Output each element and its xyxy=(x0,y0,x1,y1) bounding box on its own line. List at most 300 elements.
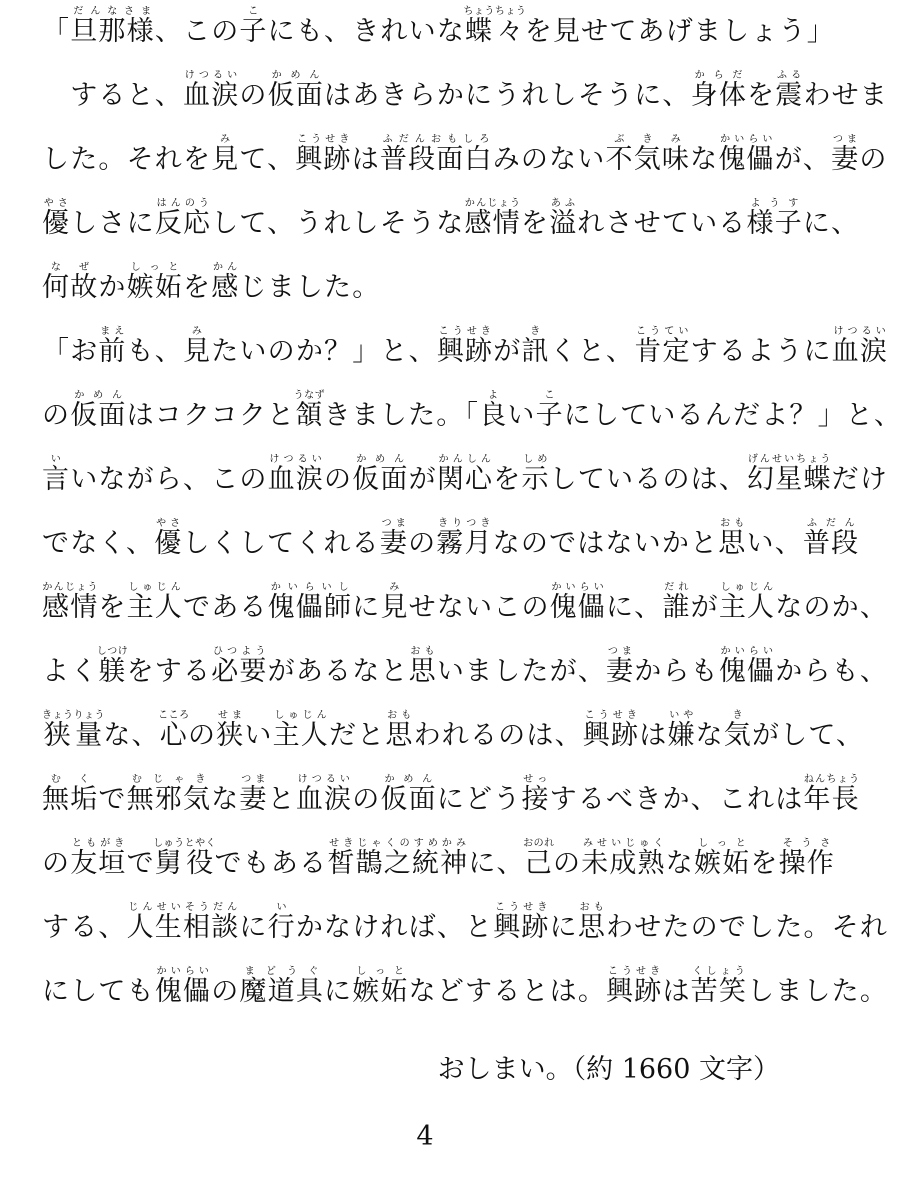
text-segment: かなければ、と xyxy=(295,912,494,943)
ruby-base: 操作 xyxy=(778,848,835,879)
ruby-base: 年長 xyxy=(803,784,860,815)
text-line xyxy=(42,320,889,384)
furigana-word xyxy=(293,390,326,431)
furigana-word xyxy=(831,134,860,175)
ruby-base: 皙鵲之統神 xyxy=(327,848,469,879)
furigana-word xyxy=(352,454,409,495)
ruby-reading: おも xyxy=(577,902,607,913)
ruby-reading: かいらい xyxy=(154,966,212,977)
ruby-reading: こ xyxy=(239,6,268,17)
text-segment: を xyxy=(747,80,776,111)
ruby-base: 示 xyxy=(521,464,550,495)
ruby-base: 人生相談 xyxy=(126,912,240,943)
text-segment: などするとは。 xyxy=(408,976,607,1007)
text-segment: みのない xyxy=(492,144,606,175)
ruby-base: 無邪気 xyxy=(126,784,212,815)
text-segment: でなく、 xyxy=(42,528,155,559)
furigana-word xyxy=(154,966,212,1007)
furigana-word xyxy=(352,966,409,1007)
ruby-reading: き xyxy=(521,326,550,337)
ruby-base: 蝶々 xyxy=(463,16,527,47)
text-segment: するように xyxy=(690,336,832,367)
ruby-reading: ふだん xyxy=(802,518,860,529)
text-segment: が、 xyxy=(774,144,832,175)
ruby-base: 子 xyxy=(535,400,564,431)
furigana-word xyxy=(267,70,325,111)
ruby-base: 妻 xyxy=(379,528,409,559)
furigana-word xyxy=(295,774,353,815)
ruby-base: 狭 xyxy=(216,720,245,751)
furigana-word xyxy=(211,646,268,687)
ruby-reading: つま xyxy=(379,518,409,529)
text-segment: を xyxy=(98,592,127,623)
ruby-reading: きりつき xyxy=(436,518,493,529)
text-segment: に xyxy=(324,976,353,1007)
text-line xyxy=(42,640,889,704)
text-segment: の xyxy=(324,464,353,495)
ruby-reading: しゅじん xyxy=(718,582,776,593)
text-segment: われるのは、 xyxy=(413,720,583,751)
furigana-word xyxy=(747,454,832,495)
furigana-word xyxy=(42,582,99,623)
ruby-reading: かんじょう xyxy=(42,582,99,593)
text-segment: い、 xyxy=(746,528,803,559)
ruby-base: 何故 xyxy=(42,272,99,303)
ruby-base: 肯定 xyxy=(634,336,691,367)
story-text xyxy=(42,0,902,1024)
text-segment: は xyxy=(351,144,380,175)
text-segment: い xyxy=(507,400,536,431)
ruby-reading: い xyxy=(267,902,296,913)
furigana-word xyxy=(523,838,555,879)
ruby-reading: だれ xyxy=(662,582,691,593)
furigana-word xyxy=(521,774,550,815)
text-segment: たいのか？」と、 xyxy=(211,336,437,367)
text-segment: しさに xyxy=(70,208,155,239)
text-segment: にどう xyxy=(436,784,522,815)
ruby-reading: み xyxy=(183,326,212,337)
ruby-reading: かんしん xyxy=(436,454,494,465)
furigana-word xyxy=(493,902,550,943)
furigana-word xyxy=(803,774,860,815)
furigana-word xyxy=(379,134,493,175)
ruby-base: 主人 xyxy=(272,720,329,751)
ruby-base: 仮面 xyxy=(267,80,325,111)
ruby-base: 溢 xyxy=(549,208,578,239)
text-segment: に xyxy=(239,912,268,943)
ruby-reading: かめん xyxy=(267,70,324,81)
furigana-word xyxy=(436,454,494,495)
ruby-reading: おも xyxy=(408,646,437,657)
ruby-reading: けつるい xyxy=(183,70,240,81)
ruby-reading: げんせいちょう xyxy=(747,454,832,465)
ruby-base: 苦笑 xyxy=(690,976,748,1007)
ruby-base: 仮面 xyxy=(380,784,437,815)
ruby-base: 訊 xyxy=(521,336,550,367)
ruby-base: 魔道具 xyxy=(239,976,325,1007)
ruby-reading: かめん xyxy=(380,774,437,785)
ruby-reading: かいらいし xyxy=(267,582,353,593)
text-segment: に xyxy=(549,912,578,943)
text-segment: な xyxy=(690,144,719,175)
text-segment: で xyxy=(98,784,127,815)
ruby-reading: しゅうとやく xyxy=(153,838,217,849)
furigana-word xyxy=(42,774,99,815)
ruby-reading: じんせいそうだん xyxy=(126,902,240,913)
ruby-base: 嫉妬 xyxy=(352,976,409,1007)
furigana-word xyxy=(70,838,127,879)
ruby-base: 主人 xyxy=(718,592,776,623)
text-line xyxy=(42,0,835,64)
furigana-word xyxy=(379,518,409,559)
ruby-base: 妻 xyxy=(831,144,860,175)
furigana-word xyxy=(239,774,268,815)
ruby-reading: こころ xyxy=(158,710,190,721)
text-segment: を見せてあげましょう」 xyxy=(524,16,835,47)
text-segment: に、 xyxy=(468,848,525,879)
ruby-reading: けつるい xyxy=(831,326,889,337)
text-segment: で xyxy=(126,848,155,879)
ruby-base: 無垢 xyxy=(42,784,99,815)
text-segment: くと、 xyxy=(549,336,635,367)
text-segment: の xyxy=(239,80,268,111)
furigana-word xyxy=(778,838,835,879)
text-line xyxy=(42,256,822,320)
text-segment: した。それを xyxy=(42,144,212,175)
text-segment: い xyxy=(244,720,273,751)
ruby-base: 傀儡 xyxy=(718,656,776,687)
furigana-word xyxy=(718,646,776,687)
text-segment: な xyxy=(665,848,694,879)
ruby-reading: ひつよう xyxy=(211,646,268,657)
furigana-word xyxy=(582,710,640,751)
ruby-base: 頷 xyxy=(293,400,326,431)
text-segment: な xyxy=(695,720,724,751)
ruby-reading: せま xyxy=(216,710,245,721)
text-segment: をする xyxy=(126,656,212,687)
ruby-base: 気 xyxy=(723,720,752,751)
text-segment: 「お xyxy=(42,336,99,367)
furigana-word xyxy=(98,326,127,367)
furigana-word xyxy=(549,198,578,239)
ruby-base: 優 xyxy=(42,208,71,239)
ruby-reading: ねんちょう xyxy=(803,774,860,785)
ruby-base: 幻星蝶 xyxy=(747,464,832,495)
furigana-word xyxy=(327,838,469,879)
text-segment: はコクコクと xyxy=(126,400,296,431)
ruby-reading: やさ xyxy=(154,518,183,529)
ruby-reading: かいらい xyxy=(549,582,607,593)
ruby-base: 旦那様 xyxy=(70,16,155,47)
text-line xyxy=(42,960,889,1024)
ruby-reading: い xyxy=(42,454,71,465)
text-segment: からも、 xyxy=(775,656,889,687)
text-line xyxy=(42,704,865,768)
ruby-reading: けつるい xyxy=(267,454,325,465)
ruby-base: 主人 xyxy=(126,592,184,623)
furigana-word xyxy=(126,902,240,943)
text-segment: 、この xyxy=(154,16,240,47)
ruby-base: 良 xyxy=(479,400,508,431)
furigana-word xyxy=(464,198,521,239)
ruby-base: 仮面 xyxy=(70,400,127,431)
ruby-reading: ともがき xyxy=(70,838,127,849)
ruby-reading: しっと xyxy=(693,838,751,849)
text-segment: に、 xyxy=(606,592,663,623)
text-line xyxy=(42,832,835,896)
ruby-base: 血涙 xyxy=(183,80,240,111)
text-segment: だと xyxy=(328,720,386,751)
furigana-word xyxy=(718,134,775,175)
ruby-reading: かめん xyxy=(70,390,127,401)
ruby-base: 未成熟 xyxy=(581,848,666,879)
text-segment: 「 xyxy=(42,16,71,47)
ruby-reading: ちょうちょう xyxy=(463,6,527,17)
ruby-base: 関心 xyxy=(436,464,494,495)
text-line xyxy=(42,64,889,128)
ruby-base: 言 xyxy=(42,464,71,495)
furigana-word xyxy=(385,710,414,751)
text-segment: を xyxy=(493,464,522,495)
ruby-reading: まえ xyxy=(98,326,127,337)
text-line xyxy=(42,384,902,448)
text-segment: しているのは、 xyxy=(549,464,748,495)
ruby-reading: なぜ xyxy=(42,262,99,273)
ruby-base: 前 xyxy=(98,336,127,367)
ruby-base: 舅役 xyxy=(153,848,217,879)
text-segment: の xyxy=(552,848,582,879)
text-segment: がして、 xyxy=(752,720,865,751)
text-segment: が xyxy=(408,464,437,495)
ruby-base: 血涙 xyxy=(295,784,353,815)
ruby-reading: おも xyxy=(385,710,414,721)
ruby-base: 見 xyxy=(380,592,409,623)
ruby-reading: こうてい xyxy=(634,326,691,337)
ruby-reading: はんのう xyxy=(154,198,212,209)
ruby-reading: せきじゃくのすめかみ xyxy=(327,838,469,849)
ruby-reading: かめん xyxy=(352,454,409,465)
text-segment: きました。「 xyxy=(323,400,480,431)
ruby-reading: かん xyxy=(211,262,240,273)
furigana-word xyxy=(408,646,437,687)
text-segment: の xyxy=(408,528,437,559)
ruby-base: 嫌 xyxy=(667,720,696,751)
ruby-base: 興跡 xyxy=(582,720,640,751)
text-segment: にしても xyxy=(42,976,155,1007)
furigana-word xyxy=(746,198,803,239)
text-segment: でもある xyxy=(214,848,328,879)
text-segment: に、 xyxy=(802,208,860,239)
text-line xyxy=(42,192,860,256)
ruby-base: 傀儡 xyxy=(154,976,212,1007)
ruby-base: 見 xyxy=(211,144,240,175)
ruby-reading: こうせき xyxy=(606,966,663,977)
ruby-base: 妻 xyxy=(606,656,635,687)
text-line xyxy=(42,128,888,192)
ruby-reading: こうせき xyxy=(436,326,494,337)
text-segment: はあきらかにうれしそうに、 xyxy=(324,80,691,111)
text-line xyxy=(42,448,889,512)
ruby-reading: くしょう xyxy=(690,966,748,977)
text-line xyxy=(42,896,889,960)
furigana-word xyxy=(436,326,494,367)
text-segment: は xyxy=(639,720,668,751)
ruby-reading: つま xyxy=(831,134,860,145)
text-segment: じました。 xyxy=(239,272,381,303)
furigana-word xyxy=(718,518,747,559)
ruby-base: 躾 xyxy=(96,656,129,687)
text-segment: れさせている xyxy=(577,208,747,239)
text-segment: を xyxy=(183,272,212,303)
ruby-reading: あふ xyxy=(549,198,578,209)
furigana-word xyxy=(183,70,240,111)
ruby-reading: からだ xyxy=(690,70,748,81)
text-segment: からも xyxy=(634,656,719,687)
text-segment: の xyxy=(859,144,888,175)
ruby-base: 行 xyxy=(267,912,296,943)
furigana-word xyxy=(521,454,550,495)
text-segment: が xyxy=(690,592,719,623)
furigana-word xyxy=(380,582,409,623)
furigana-word xyxy=(463,6,527,47)
ruby-reading: いや xyxy=(667,710,696,721)
text-segment: にも、きれいな xyxy=(267,16,466,47)
furigana-word xyxy=(831,326,889,367)
closing-note: おしまい。（約 1660 文字） xyxy=(437,1054,780,1085)
ruby-base: 思 xyxy=(408,656,437,687)
text-segment: する、 xyxy=(42,912,127,943)
ruby-reading: かいらい xyxy=(718,646,776,657)
furigana-word xyxy=(158,710,190,751)
ruby-base: 霧月 xyxy=(436,528,493,559)
furigana-word xyxy=(634,326,691,367)
ruby-reading: しっと xyxy=(352,966,409,977)
ruby-reading: きょうりょう xyxy=(42,710,105,721)
ruby-base: 必要 xyxy=(211,656,268,687)
ruby-base: 血涙 xyxy=(267,464,325,495)
ruby-reading: かんじょう xyxy=(464,198,521,209)
furigana-word xyxy=(295,134,352,175)
text-segment: いましたが、 xyxy=(436,656,607,687)
furigana-word xyxy=(70,390,127,431)
ruby-base: 興跡 xyxy=(606,976,663,1007)
ruby-reading: せっ xyxy=(521,774,550,785)
ruby-reading: けつるい xyxy=(295,774,353,785)
text-segment: の xyxy=(211,976,240,1007)
furigana-word xyxy=(606,646,635,687)
ruby-reading: やさ xyxy=(42,198,71,209)
ruby-base: 興跡 xyxy=(493,912,550,943)
text-segment: いながら、この xyxy=(70,464,268,495)
text-segment: すると、 xyxy=(42,80,183,111)
ruby-reading: こ xyxy=(535,390,564,401)
text-segment: を xyxy=(750,848,779,879)
ruby-base: 感情 xyxy=(464,208,521,239)
ruby-base: 優 xyxy=(154,528,183,559)
furigana-word xyxy=(549,582,607,623)
ruby-base: 思 xyxy=(577,912,607,943)
ruby-base: 普段面白 xyxy=(379,144,493,175)
ruby-base: 傀儡 xyxy=(549,592,607,623)
ruby-reading: おのれ xyxy=(523,838,555,849)
furigana-word xyxy=(42,454,71,495)
text-segment: の xyxy=(42,400,71,431)
text-line xyxy=(42,768,860,832)
text-segment: て、 xyxy=(239,144,296,175)
furigana-word xyxy=(605,134,691,175)
ruby-reading: しゅじん xyxy=(126,582,184,593)
text-segment: だけ xyxy=(831,464,889,495)
ruby-reading: しっと xyxy=(126,262,183,273)
text-line xyxy=(42,576,889,640)
ruby-base: 傀儡師 xyxy=(267,592,353,623)
ruby-base: 己 xyxy=(523,848,555,879)
ruby-reading: かいらい xyxy=(718,134,775,145)
ruby-base: 反応 xyxy=(154,208,212,239)
ruby-reading: まどうぐ xyxy=(239,966,325,977)
ruby-base: 嫉妬 xyxy=(126,272,184,303)
furigana-word xyxy=(211,262,240,303)
ruby-base: 身体 xyxy=(690,80,748,111)
furigana-word xyxy=(581,838,666,879)
furigana-word xyxy=(216,710,245,751)
ruby-reading: こうせき xyxy=(582,710,640,721)
ruby-base: 子 xyxy=(239,16,268,47)
ruby-reading: み xyxy=(380,582,409,593)
ruby-reading: むじゃき xyxy=(126,774,212,785)
ruby-base: 見 xyxy=(183,336,212,367)
ruby-reading: しつけ xyxy=(96,646,129,657)
ruby-reading: そうさ xyxy=(778,838,835,849)
ruby-reading: しめ xyxy=(521,454,550,465)
furigana-word xyxy=(577,902,607,943)
ruby-base: 興跡 xyxy=(295,144,352,175)
furigana-word xyxy=(521,326,550,367)
furigana-word xyxy=(267,582,353,623)
furigana-word xyxy=(690,966,748,1007)
text-segment: しくしてくれる xyxy=(182,528,380,559)
furigana-word xyxy=(70,6,155,47)
ruby-reading: き xyxy=(723,710,752,721)
text-segment: にしているんだよ？」と、 xyxy=(563,400,902,431)
furigana-word xyxy=(267,902,296,943)
furigana-word xyxy=(436,518,493,559)
text-segment: の xyxy=(187,720,217,751)
furigana-word xyxy=(662,582,691,623)
furigana-word xyxy=(211,134,240,175)
text-segment: の xyxy=(352,784,381,815)
ruby-reading: ようす xyxy=(746,198,803,209)
text-segment: な、 xyxy=(103,720,160,751)
furigana-word xyxy=(667,710,696,751)
furigana-word xyxy=(126,262,184,303)
furigana-word xyxy=(42,262,99,303)
text-segment: も、 xyxy=(126,336,184,367)
text-segment: である xyxy=(183,592,268,623)
text-segment: の xyxy=(42,848,71,879)
text-segment: して、うれしそうな xyxy=(211,208,465,239)
furigana-word xyxy=(775,70,804,111)
ruby-base: 普段 xyxy=(802,528,860,559)
furigana-word xyxy=(154,198,212,239)
text-segment: よく xyxy=(42,656,99,687)
ruby-reading: みせいじゅく xyxy=(581,838,666,849)
furigana-word xyxy=(183,326,212,367)
ruby-base: 嫉妬 xyxy=(693,848,751,879)
ruby-reading: だんなさま xyxy=(70,6,155,17)
furigana-word xyxy=(154,518,183,559)
ruby-reading: よ xyxy=(479,390,508,401)
